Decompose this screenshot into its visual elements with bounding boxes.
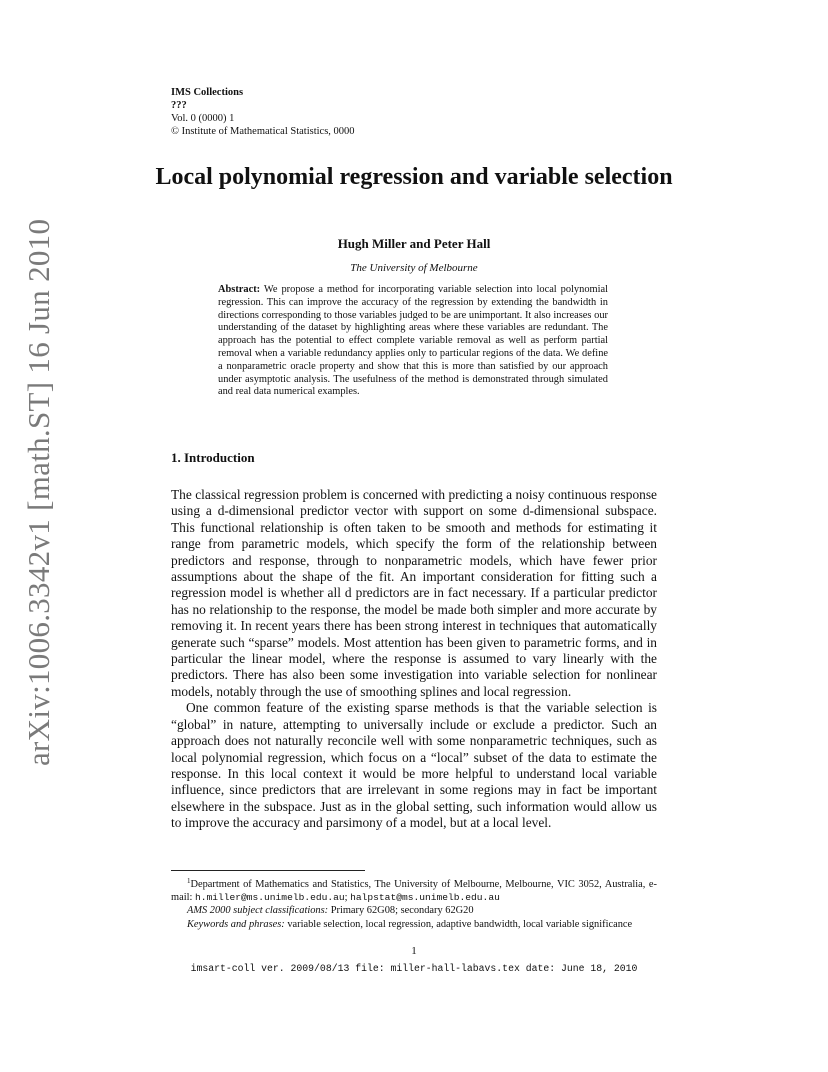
series-name: ???: [171, 100, 187, 111]
paper-title: Local polynomial regression and variable selection: [155, 164, 673, 190]
keywords: [171, 918, 657, 931]
abstract: [218, 284, 608, 399]
email-separator: ;: [344, 892, 351, 904]
copyright-line: © Institute of Mathematical Statistics, 0000: [171, 126, 355, 137]
footnote-mark: 1: [187, 877, 191, 885]
arxiv-stamp: arXiv:1006.3342v1 [math.ST] 16 Jun 2010: [21, 218, 56, 766]
collection-name: IMS Collections: [171, 87, 244, 98]
paragraph: One common feature of the existing sparse methods is that the variable selection is “global” in nature, attempting to universally include or exclude a predictor. Such an approach does not naturally reconcile well with some nonparametric techniques, such as local polynomial regression, which focus on a “local” subset of the data to estimate the response. In this local context it would be more helpful to understand local variable influence, since predictors that are irrelevant in some regions may in fact be important elsewhere in the subspace. Just as in the global setting, such information would allow us to improve the accuracy and parsimony of a model, but at a local level.: [171, 700, 657, 831]
affiliation-footnote: [171, 875, 657, 904]
paper-authors: Hugh Miller and Peter Hall: [337, 236, 491, 251]
volume-line: Vol. 0 (0000) 1: [171, 113, 235, 124]
section-body: [171, 487, 657, 832]
page-footer: imsart-coll ver. 2009/08/13 file: miller-hall-labavs.tex date: June 18, 2010: [190, 963, 638, 974]
email-link[interactable]: halpstat@ms.unimelb.edu.au: [350, 892, 500, 904]
footnote-rule: [171, 870, 365, 871]
ams-label: AMS 2000 subject classifications:: [187, 905, 329, 917]
section-heading: 1. Introduction: [171, 450, 255, 465]
ams-text: Primary 62G08; secondary 62G20: [328, 905, 474, 917]
keywords-text: variable selection, local regression, adaptive bandwidth, local variable significance: [284, 918, 633, 930]
page-number: 1: [411, 945, 417, 957]
footnote-dept: Department of Mathematics and Statistics, The University of Melbourne, Melbourne, VIC 3052, Australia, e-mail:: [171, 879, 657, 904]
footnotes: [171, 875, 657, 931]
author-affiliation: The University of Melbourne: [350, 262, 478, 274]
keywords-label: Keywords and phrases:: [187, 918, 285, 930]
email-link[interactable]: h.miller@ms.unimelb.edu.au: [194, 892, 345, 904]
abstract-text: We propose a method for incorporating variable selection into local polynomial regression. This can improve the accuracy of the regression by extending the bandwidth in directions corresponding to those variables judged to be are unimportant. It also increases our understanding of the dataset by highlighting areas where these variables are redundant. The approach has the potential to effect complete variable removal as well as perform partial removal when a variable redundancy applies only to particular regions of the data. We define a nonparametric oracle property and show that this is more than satisfied by our approach under asymptotic analysis. The usefulness of the method is demonstrated through simulated and real data numerical examples.: [218, 284, 608, 398]
ams-classification: [171, 904, 657, 917]
paragraph: The classical regression problem is concerned with predicting a noisy continuous response using a d-dimensional predictor vector with support on some d-dimensional subspace. This functional relationship is often taken to be smooth and methods for estimating it range from parametric models, which specify the form of the relationship between predictors and response, through to nonparametric models, which have fewer prior assumptions about the shape of the fit. An important consideration for fitting such a regression model is whether all d predictors are in fact necessary. If a particular predictor has no relationship to the response, the model be made both simpler and more accurate by removing it. In recent years there has been strong interest in techniques that automatically generate such “sparse” models. Most attention has been given to parametric forms, and in particular the linear model, where the response is assumed to vary linearly with the predictors. There has also been some investigation into variable selection for nonlinear models, notably through the use of smoothing splines and local regression.: [171, 487, 657, 699]
abstract-label: Abstract:: [218, 284, 261, 295]
journal-header: [171, 86, 355, 138]
